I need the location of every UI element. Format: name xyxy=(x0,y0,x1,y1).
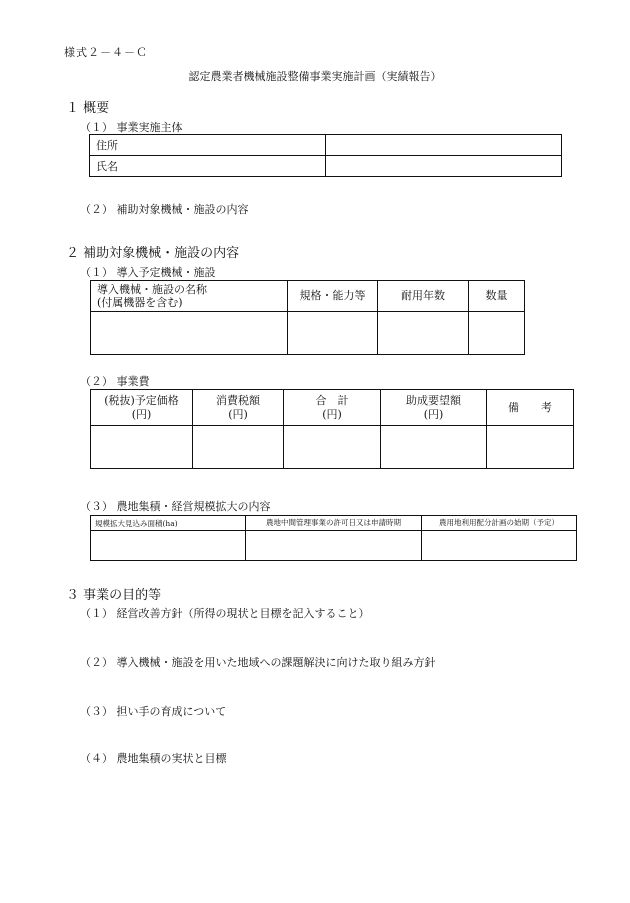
section-3-sub-4: （４） 農地集積の実状と目標 xyxy=(80,752,227,765)
section-1-sub-2: （２） 補助対象機械・施設の内容 xyxy=(80,203,249,216)
section-1-sub-1: （１） 事業実施主体 xyxy=(80,121,183,134)
tax-header-line1: 消費税額 xyxy=(216,393,260,407)
subsidy-header-line2: (円) xyxy=(423,407,444,421)
price-header-line1: (税抜)予定価格 xyxy=(104,393,179,407)
permission-date-cell[interactable] xyxy=(246,531,422,561)
total-header-line2: (円) xyxy=(322,407,342,421)
tax-cell[interactable] xyxy=(193,426,284,469)
equipment-name-header-line2: (付属機器を含む) xyxy=(97,296,183,309)
allocation-start-header: 農用地利用配分計画の始期（予定） xyxy=(422,516,577,531)
expansion-area-cell[interactable] xyxy=(91,531,246,561)
section-2-sub-3: （３） 農地集積・経営規模拡大の内容 xyxy=(80,500,271,513)
useful-life-cell[interactable] xyxy=(378,312,469,355)
form-number: 様式２－４－Ｃ xyxy=(64,46,148,59)
total-cell[interactable] xyxy=(284,426,381,469)
name-value-cell[interactable] xyxy=(326,156,562,177)
useful-life-header: 耐用年数 xyxy=(378,281,469,312)
tax-header-line2: (円) xyxy=(228,407,248,421)
section-3-heading: ３ 事業の目的等 xyxy=(66,588,162,603)
document-title: 認定農業者機械施設整備事業実施計画（実績報告） xyxy=(188,70,442,83)
remarks-cell[interactable] xyxy=(487,426,574,469)
section-3-sub-3: （３） 担い手の育成について xyxy=(80,705,227,718)
equipment-table xyxy=(90,280,525,355)
quantity-header: 数量 xyxy=(469,281,525,312)
project-cost-table xyxy=(90,389,574,469)
section-1-heading: １ 概要 xyxy=(66,101,110,116)
price-header xyxy=(91,390,193,426)
remarks-header: 備 考 xyxy=(487,390,574,426)
permission-date-header: 農地中間管理事業の許可日又は申請時期 xyxy=(246,516,422,531)
spec-cell[interactable] xyxy=(288,312,378,355)
equipment-name-cell[interactable] xyxy=(91,312,288,355)
address-value-cell[interactable] xyxy=(326,135,562,156)
land-consolidation-table xyxy=(90,515,577,561)
allocation-start-cell[interactable] xyxy=(422,531,577,561)
quantity-cell[interactable] xyxy=(469,312,525,355)
subsidy-header xyxy=(381,390,487,426)
spec-header: 規格・能力等 xyxy=(288,281,378,312)
tax-header xyxy=(193,390,284,426)
equipment-name-header-line1: 導入機械・施設の名称 xyxy=(97,283,207,296)
section-2-sub-1: （１） 導入予定機械・施設 xyxy=(80,266,216,279)
section-2-heading: ２ 補助対象機械・施設の内容 xyxy=(66,246,240,261)
price-cell[interactable] xyxy=(91,426,193,469)
equipment-name-header xyxy=(91,281,288,312)
total-header-line1: 合 計 xyxy=(315,393,349,407)
address-label: 住所 xyxy=(90,135,326,156)
name-label: 氏名 xyxy=(90,156,326,177)
expansion-area-header: 規模拡大見込み面積(ha) xyxy=(91,516,246,531)
total-header xyxy=(284,390,381,426)
subsidy-cell[interactable] xyxy=(381,426,487,469)
section-2-sub-2: （２） 事業費 xyxy=(80,375,150,388)
section-3-sub-2: （２） 導入機械・施設を用いた地域への課題解決に向けた取り組み方針 xyxy=(80,656,436,669)
section-3-sub-1: （１） 経営改善方針（所得の現状と目標を記入すること） xyxy=(80,607,370,620)
subsidy-header-line1: 助成要望額 xyxy=(406,393,461,407)
price-header-line2: (円) xyxy=(131,407,152,421)
applicant-table xyxy=(89,134,562,177)
